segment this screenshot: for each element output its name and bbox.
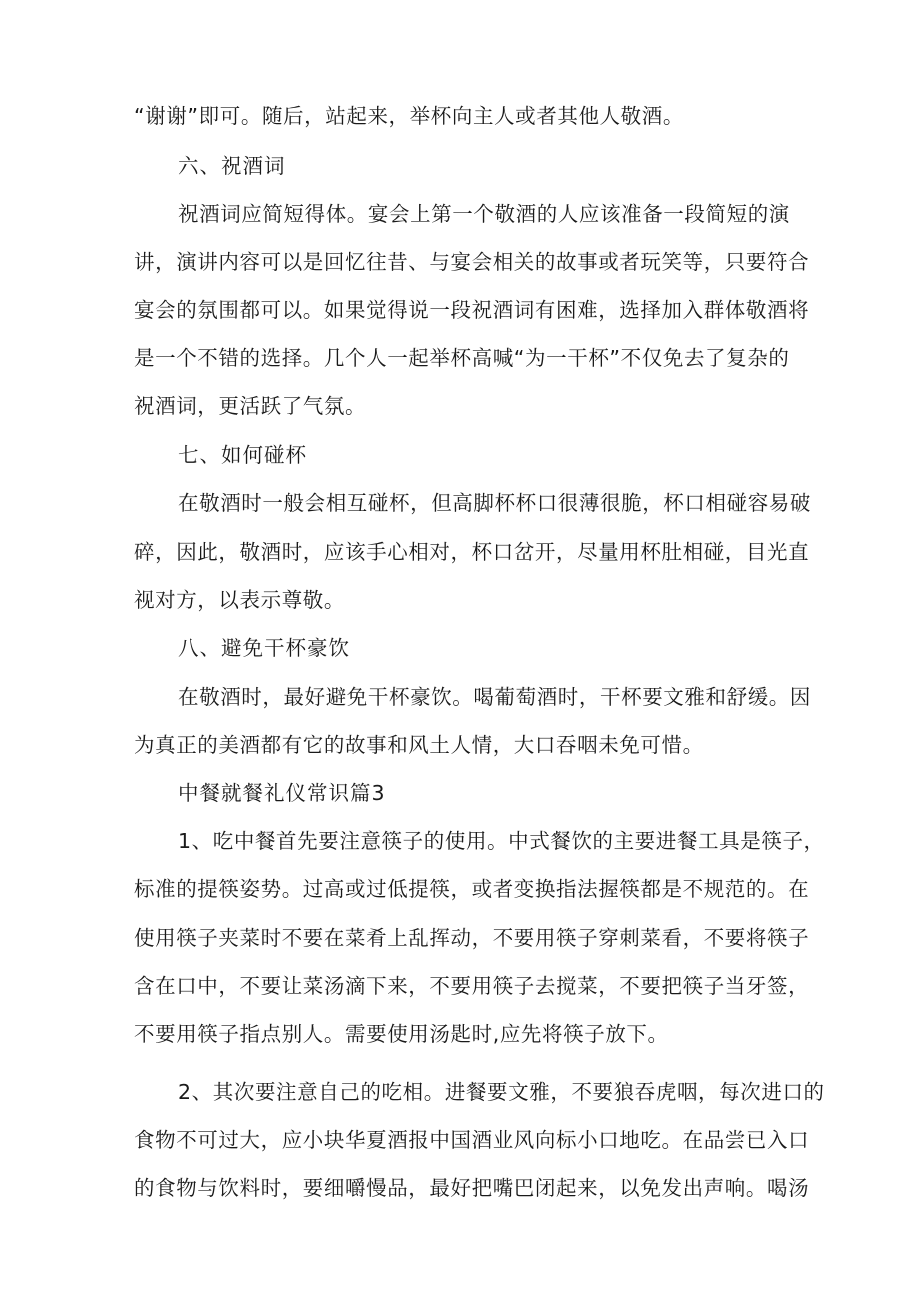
section-title-chinese-dining: 中餐就餐礼仪常识篇3	[178, 781, 386, 805]
paragraph-line: 食物不可过大，应小块华夏酒报中国酒业风向标小口地吃。在品尝已入口	[134, 1128, 810, 1152]
paragraph-line: 1、吃中餐首先要注意筷子的使用。中式餐饮的主要进餐工具是筷子，	[178, 829, 825, 853]
paragraph-line: 标准的提筷姿势。过高或过低提筷，或者变换指法握筷都是不规范的。在	[134, 877, 810, 901]
paragraph-line: 碎，因此，敬酒时，应该手心相对，杯口岔开，尽量用杯肚相碰，目光直	[134, 540, 810, 564]
paragraph-line: 使用筷子夹菜时不要在菜肴上乱挥动，不要用筷子穿刺菜看，不要将筷子	[134, 926, 810, 950]
section-heading-clinking: 七、如何碰杯	[178, 443, 307, 467]
paragraph-line: “谢谢”即可。随后，站起来，举杯向主人或者其他人敬酒。	[134, 104, 684, 128]
paragraph-line: 为真正的美酒都有它的故事和风土人情，大口吞咽未免可惜。	[134, 733, 704, 757]
paragraph-line: 视对方，以表示尊敬。	[134, 588, 345, 612]
paragraph-line: 不要用筷子指点别人。需要使用汤匙时,应先将筷子放下。	[134, 1022, 669, 1046]
paragraph-line: 在敬酒时一般会相互碰杯，但高脚杯杯口很薄很脆，杯口相碰容易破	[178, 491, 811, 515]
paragraph-line: 在敬酒时，最好避免干杯豪饮。喝葡萄酒时，干杯要文雅和舒缓。因	[178, 685, 811, 709]
paragraph-line: 是一个不错的选择。几个人一起举杯高喊“为一干杯”不仅免去了复杂的	[134, 346, 790, 370]
paragraph-line: 2、其次要注意自己的吃相。进餐要文雅，不要狼吞虎咽，每次进口的	[178, 1080, 825, 1104]
paragraph-line: 含在口中，不要让菜汤滴下来，不要用筷子去搅菜，不要把筷子当牙签，	[134, 974, 810, 998]
paragraph-line: 祝酒词，更活跃了气氛。	[134, 394, 367, 418]
paragraph-line: 的食物与饮料时，要细嚼慢品，最好把嘴巴闭起来，以免发出声响。喝汤	[134, 1176, 810, 1200]
paragraph-line: 宴会的氛围都可以。如果觉得说一段祝酒词有困难，选择加入群体敬酒将	[134, 298, 810, 322]
paragraph-line: 祝酒词应简短得体。宴会上第一个敬酒的人应该准备一段简短的演	[178, 202, 790, 226]
section-heading-avoid-bottoms-up: 八、避免干杯豪饮	[178, 636, 350, 660]
paragraph-line: 讲，演讲内容可以是回忆往昔、与宴会相关的故事或者玩笑等，只要符合	[134, 250, 810, 274]
section-heading-toast-speech: 六、祝酒词	[178, 154, 286, 178]
